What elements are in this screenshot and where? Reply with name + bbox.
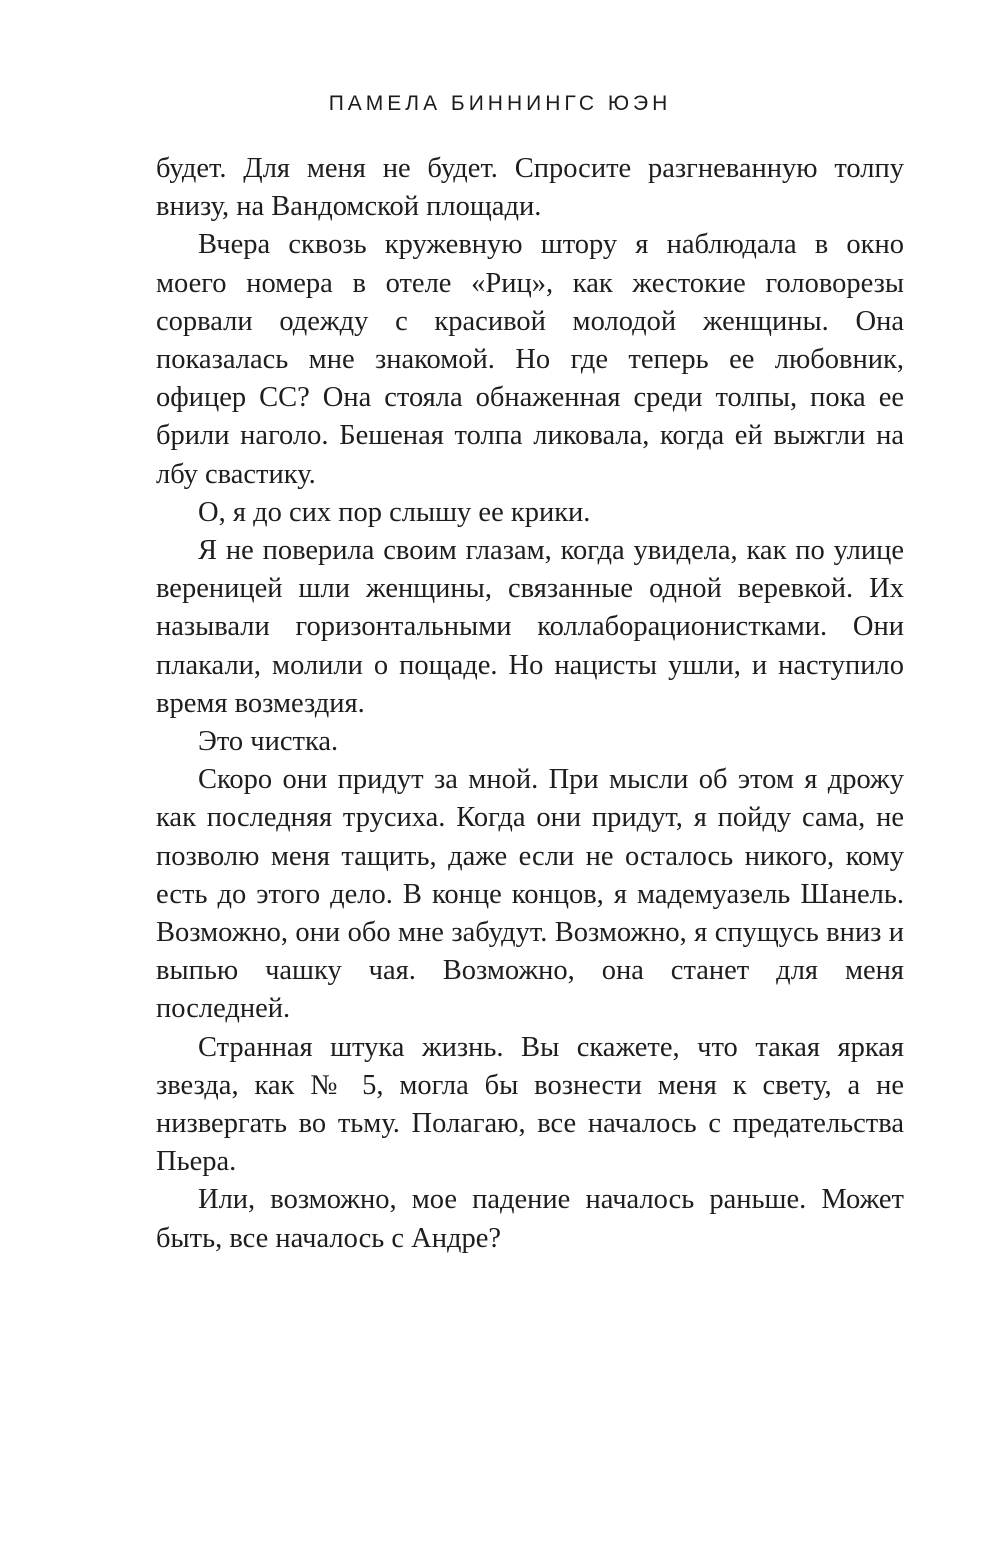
paragraph: Я не поверила своим глазам, когда увидела, как по улице вереницей шли женщины, связанные одной веревкой. Их называли горизонтальными коллаборационистками. Они плакали, молили о пощаде. Но нацисты ушли, и наступило время возмездия. bbox=[156, 535, 904, 719]
paragraph: Вчера сквозь кружевную штору я наблюдала в окно моего номера в отеле «Риц», как жестокие головорезы сорвали одежду с красивой молодой женщины. Она показалась мне знакомой. Но где теперь ее любовник, офицер СС? Она стояла обнаженная среди толпы, пока ее брили наголо. Бешеная толпа ликовала, когда ей выжгли на лбу свастику. bbox=[156, 229, 904, 490]
paragraph: Или, возможно, мое падение началось раньше. Может быть, все началось с Андре? bbox=[156, 1184, 904, 1254]
paragraph-continuation: будет. Для меня не будет. Спросите разгневанную толпу внизу, на Вандомской площади. bbox=[156, 153, 904, 223]
paragraph: Скоро они придут за мной. При мысли об этом я дрожу как последняя трусиха. Когда они придут, я пойду сама, не позволю меня тащить, даже если не осталось никого, кому есть до этого дело. В конце концов, я мадемуазель Шанель. Возможно, они обо мне забудут. Возможно, я спущусь вниз и выпью чашку чая. Возможно, она станет для меня последней. bbox=[156, 764, 904, 1025]
paragraph: О, я до сих пор слышу ее крики. bbox=[198, 496, 591, 528]
body-text bbox=[156, 150, 904, 1258]
paragraph: Странная штука жизнь. Вы скажете, что такая яркая звезда, как № 5, могла бы вознести меня к свету, а не низвергать во тьму. Полагаю, все началось с предательства Пьера. bbox=[156, 1031, 904, 1178]
paragraph: Это чистка. bbox=[198, 726, 339, 758]
running-head-author: ПАМЕЛА БИННИНГС ЮЭН bbox=[328, 92, 672, 115]
